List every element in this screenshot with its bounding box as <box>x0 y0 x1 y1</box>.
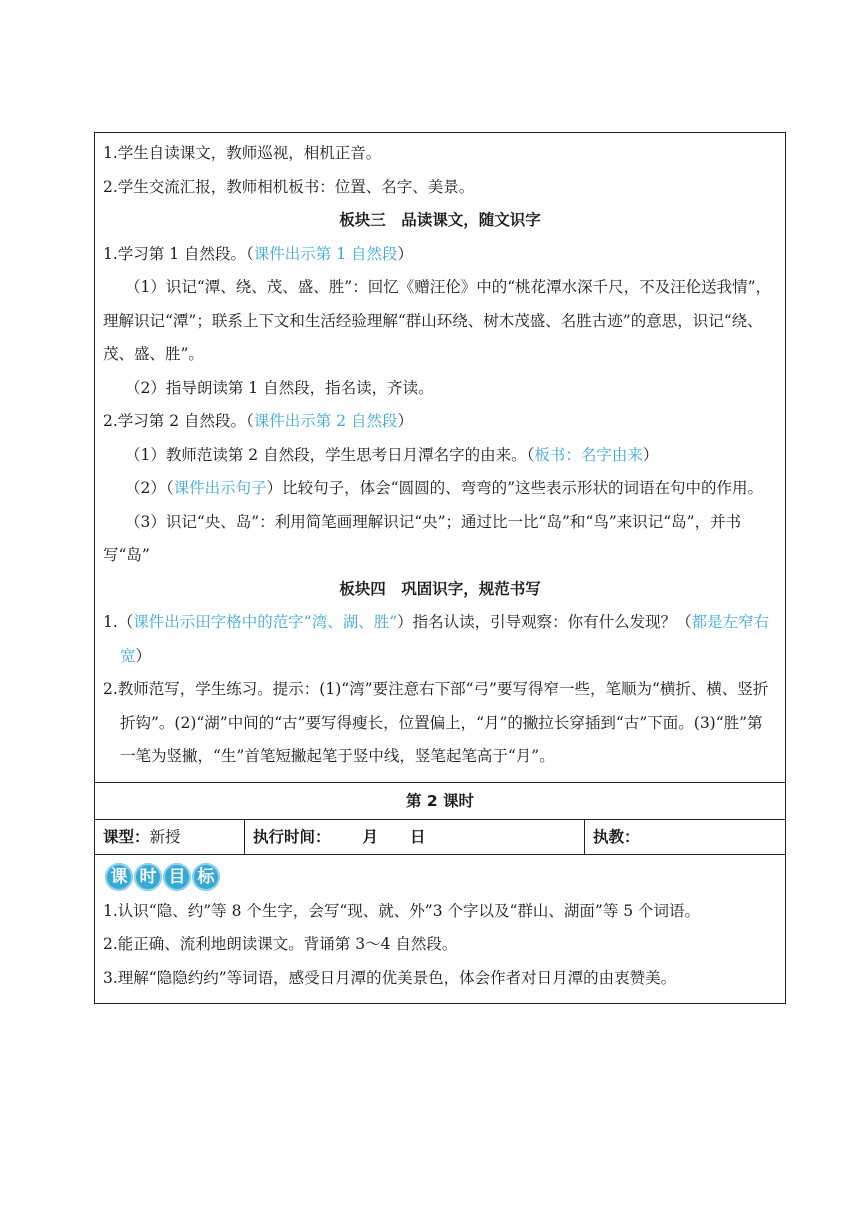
month-label: 月 <box>362 827 379 846</box>
lesson-type-value: 新授 <box>149 827 181 846</box>
text-paragraph: （1）识记“潭、绕、茂、盛、胜”：回忆《赠汪伦》中的“桃花潭水深千尺，不及汪伦送我情”，理解识记“潭”；联系上下文和生活经验理解“群山环绕、树木茂盛、名胜古迹”的意思，识记“绕、茂、盛、胜”。 <box>103 278 772 363</box>
text-line: 1.学生自读课文，教师巡视，相机正音。 <box>103 144 382 162</box>
text-line: 2.学习第 2 自然段。（课件出示第 2 自然段） <box>103 412 413 430</box>
day-label: 日 <box>410 827 426 846</box>
text-line: 1.学习第 1 自然段。（课件出示第 1 自然段） <box>103 244 413 263</box>
lesson-info-row <box>95 820 785 855</box>
text-line: 2.学生交流汇报，教师相机板书：位置、名字、美景。 <box>103 177 475 196</box>
section-reading <box>95 133 785 783</box>
goal-item: 1.认识“隐、约”等 8 个生字，会写“现、就、外”3 个字以及“群山、湖面”等 5 个词语。 <box>103 901 701 920</box>
badge-char: 时 <box>134 863 162 891</box>
teacher-cell <box>585 820 785 854</box>
block3-heading: 板块三 品读课文，随文识字 <box>339 211 541 229</box>
badge-char: 课 <box>105 863 133 891</box>
text-paragraph: 2.教师范写，学生练习。提示：(1)“湾”要注意右下部“弓”要写得窄一些，笔顺为“横折、横、竖折折钩”。(2)“湖”中间的“古”要写得瘦长，位置偏上，“月”的撇拉长穿插到“古”下面。(3)“胜”第一笔为竖撇，“生”首笔短撇起笔于竖中线，竖笔起笔高于“月”。 <box>103 680 769 765</box>
lesson-plan-table <box>94 132 786 1004</box>
badge-char: 目 <box>163 863 191 891</box>
block4-heading: 板块四 巩固识字，规范书写 <box>339 579 541 598</box>
teacher-label: 执教： <box>593 827 640 846</box>
text-line: （1）教师范读第 2 自然段，学生思考日月潭名字的由来。（板书：名字由来） <box>125 445 659 464</box>
text-line: （2）指导朗读第 1 自然段，指名读，齐读。 <box>125 378 434 397</box>
section-goals <box>95 855 785 1004</box>
exec-time-label: 执行时间： <box>253 827 331 846</box>
lesson2-heading: 第 2 课时 <box>95 783 785 820</box>
lesson-type-cell <box>95 820 245 854</box>
exec-time-cell <box>245 820 585 854</box>
goal-item: 3.理解“隐隐约约”等词语，感受日月潭的优美景色，体会作者对日月潭的由衷赞美。 <box>103 968 677 987</box>
text-paragraph: （3）识记“央、岛”：利用简笔画理解识记“央”；通过比一比“岛”和“鸟”来识记“岛”，并书写“岛” <box>103 512 742 564</box>
text-paragraph: 1.（课件出示田字格中的范字“湾、湖、胜”）指名认读，引导观察：你有什么发现？（都是左窄右宽） <box>103 613 770 665</box>
lesson-type-label: 课型： <box>103 827 150 846</box>
text-paragraph: （2）（课件出示句子）比较句子，体会“圆圆的、弯弯的”这些表示形状的词语在句中的作用。 <box>125 479 763 497</box>
goal-item: 2.能正确、流利地朗读课文。背诵第 3～4 自然段。 <box>103 935 458 953</box>
lesson-goals-badge <box>105 863 777 891</box>
badge-char: 标 <box>192 863 220 891</box>
